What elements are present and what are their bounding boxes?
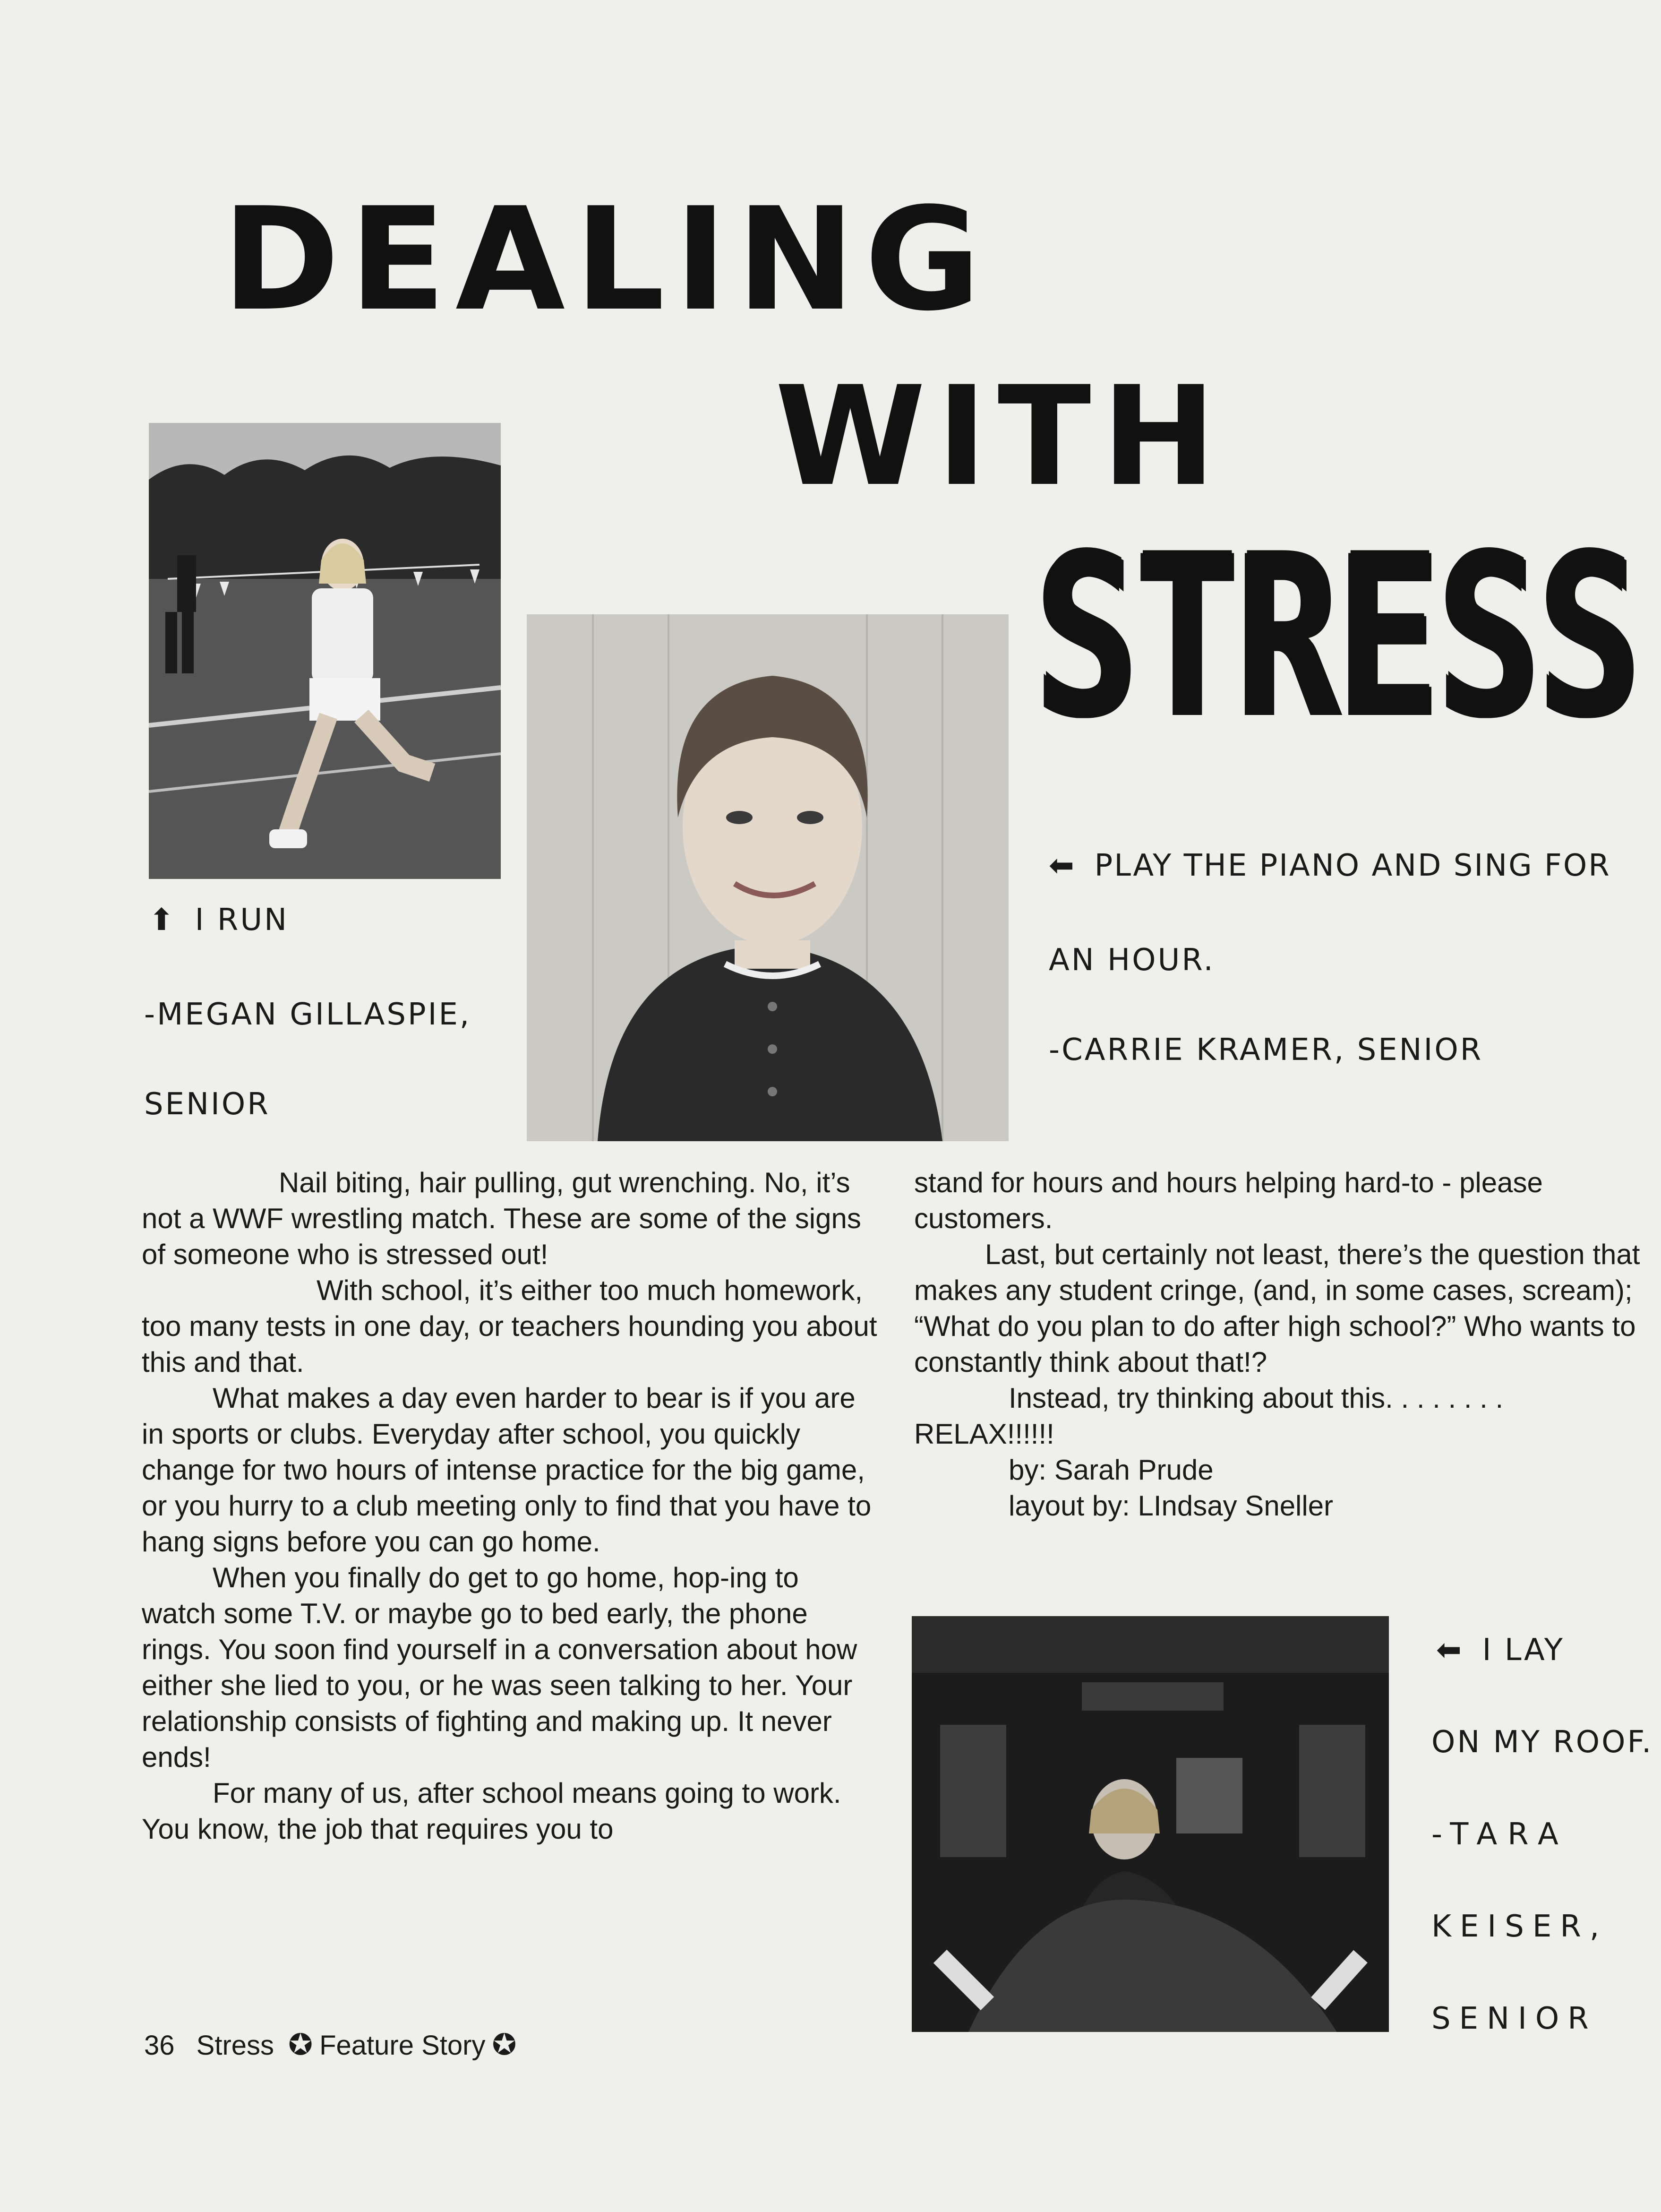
- article-layout-credit: layout by: LIndsay Sneller: [1009, 1490, 1334, 1522]
- title-with: WITH: [775, 357, 1227, 516]
- caption-carrie-line3: -CARRIE KRAMER, SENIOR: [1049, 1033, 1483, 1067]
- arrow-left-icon: ⬅: [1049, 848, 1076, 883]
- caption-tara-line1: ⬅ I LAY: [1436, 1633, 1565, 1668]
- article-paragraph: With school, it’s either too much homework, too many tests in one day, or teachers hounding you about this and that.: [142, 1274, 877, 1378]
- article-column-right: [914, 1165, 1651, 1524]
- arrow-left-icon: ⬅: [1436, 1633, 1464, 1668]
- roof-photo: [912, 1616, 1389, 2032]
- page-footer: [144, 2027, 523, 2062]
- article-paragraph: For many of us, after school means going to work. You know, the job that requires you to: [142, 1777, 841, 1845]
- caption-megan-line2: -MEGAN GILLASPIE,: [144, 997, 471, 1032]
- caption-tara-line5: SENIOR: [1431, 2001, 1597, 2036]
- article-paragraph: Nail biting, hair pulling, gut wrenching. No, it’s not a WWF wrestling match. These are some of the signs of someone who is stressed out!: [142, 1167, 861, 1270]
- portrait-photo: [527, 614, 1009, 1141]
- caption-megan-line3: SENIOR: [144, 1087, 270, 1122]
- article-paragraph: When you finally do get to go home, hop-ing to watch some T.V. or maybe go to bed early, the phone rings. You soon find yourself in a conversation about how either she lied to you, or he was seen talking to her. Your relationship consists of fighting and making up. It never ends!: [142, 1562, 857, 1773]
- runner-photo: [149, 423, 501, 879]
- title-stress: STRESS: [1035, 506, 1638, 765]
- star-icon: ✪: [288, 2029, 313, 2061]
- article-byline: by: Sarah Prude: [1009, 1454, 1214, 1486]
- caption-tara-line3: -TARA: [1431, 1817, 1569, 1852]
- article-paragraph: Last, but certainly not least, there’s the question that makes any student cringe, (and, in some cases, scream); “What do you plan to do after high school?” Who wants to constantly think about that!?: [914, 1239, 1640, 1378]
- article-paragraph: Instead, try thinking about this. . . . . . . . RELAX!!!!!!: [914, 1382, 1504, 1450]
- caption-carrie-line1: ⬅ PLAY THE PIANO AND SING FOR: [1049, 848, 1611, 883]
- caption-tara-line2: ON MY ROOF.: [1431, 1725, 1653, 1760]
- footer-label: Feature Story: [319, 2030, 486, 2061]
- caption-tara-line4: KEISER,: [1431, 1909, 1608, 1944]
- title-dealing: DEALING: [222, 177, 991, 342]
- caption-megan-line1: ⬆ I RUN: [149, 903, 289, 938]
- article-column-left: [142, 1165, 879, 1847]
- article-paragraph: stand for hours and hours helping hard-to - please customers.: [914, 1167, 1543, 1234]
- footer-section: Stress: [196, 2030, 274, 2061]
- article-paragraph: What makes a day even harder to bear is if you are in sports or clubs. Everyday after school, you quickly change for two hours of intense practice for the big game, or you hurry to a club meeting only to find that you have to hang signs before you can go home.: [142, 1382, 872, 1558]
- arrow-up-icon: ⬆: [149, 903, 176, 938]
- caption-carrie-line2: AN HOUR.: [1049, 943, 1215, 978]
- star-icon: ✪: [492, 2029, 517, 2061]
- page-number: 36: [144, 2030, 175, 2061]
